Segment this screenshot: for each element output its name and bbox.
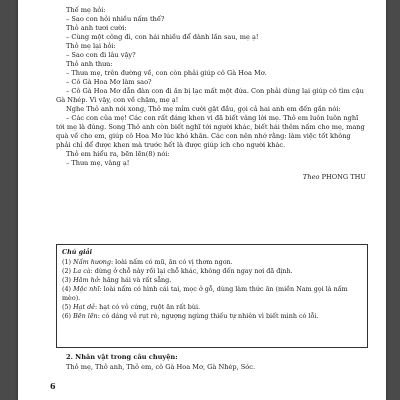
glossary-num: (4): [62, 285, 72, 293]
dialogue-line: – Cô Gà Hoa Mơ làm sao?: [66, 78, 152, 86]
glossary-def: : có dáng vẻ rụt rè, ngượng ngùng thiếu tự nhiên vì biết mình có lỗi.: [97, 312, 319, 320]
paragraph: Thỏ anh thưa:: [66, 60, 113, 68]
glossary-def: : loài nấm có hình cái tai, mọc ở gỗ, dùng làm thức ăn (miền Nam gọi là nấm mèo).: [62, 285, 348, 302]
paragraph: Thế mẹ hỏi:: [66, 6, 106, 14]
dialogue-line: – Thưa mẹ, trên đường về, con còn phải giúp cô Gà Hoa Mơ.: [66, 69, 267, 77]
glossary-term: Mộc nhĩ: [73, 285, 100, 293]
glossary-term: Nấm hương: [73, 258, 111, 266]
author-credit: [56, 173, 366, 182]
glossary-item: [62, 303, 362, 312]
glossary-num: (2): [62, 267, 72, 275]
glossary-num: (3): [62, 276, 72, 284]
glossary-item: [62, 258, 362, 267]
dialogue-line: – Sao con đi lâu vậy?: [66, 51, 136, 59]
glossary-def: : dừng ở chỗ này rồi lại chỗ khác, không đến ngay nơi đã định.: [90, 267, 293, 275]
glossary-title: Chú giải: [62, 248, 93, 256]
section-title: 2. Nhân vật trong câu chuyện:: [66, 353, 178, 361]
dialogue-line: – Cùng một công đi, con hái nhiều để dành lần sau, mẹ ạ!: [66, 33, 259, 41]
characters-section: [66, 352, 366, 372]
page-number: 6: [50, 381, 56, 391]
glossary-num: (1): [62, 258, 72, 266]
credit-author: PHONG THU: [321, 173, 366, 181]
glossary-num: (5): [62, 303, 72, 311]
dialogue-line: – Các con của mẹ! Các con rất đáng khen vì đã biết vâng lời mẹ. Thỏ em luôn luôn nghĩ tới mẹ là đúng. Song Thỏ anh còn biết nghĩ tới người khác, biết hái thêm nấm cho mẹ, mang quà về cho em, giúp cô Hoa Mơ lúc khó khăn. Các con nên nhớ rằng: làm việc tốt không phải chỉ để được khen mà trước hết là được giúp ích cho người khác.: [56, 114, 365, 149]
dialogue-line: – Sao con hỏi nhiều nấm thế?: [66, 15, 165, 23]
paragraph: Nghe Thỏ anh nói xong, Thỏ mẹ mỉm cười gật đầu, gọi cả hai anh em đến gần nói:: [66, 105, 341, 113]
paragraph: Thỏ mẹ lại hỏi:: [66, 42, 116, 50]
glossary-def: : loài nấm có mũ, ăn có vị thơm ngon.: [111, 258, 233, 266]
dialogue-line: – Cô Gà Hoa Mơ dẫn đàn con đi ăn bị lạc mất một đứa. Con phải dùng lại giúp cô tìm cậu Gà Nhép. Vì vậy, con về chậm, mẹ ạ!: [56, 87, 364, 104]
glossary-def: : hăng hái và rất sẵng.: [98, 276, 172, 284]
section-body: Thỏ mẹ, Thỏ anh, Thỏ em, cô Gà Hoa Mơ, Gà Nhép, Sóc.: [66, 363, 256, 371]
glossary-item: [62, 285, 362, 303]
glossary-num: (6): [62, 312, 72, 320]
credit-prefix: Theo: [302, 173, 320, 181]
glossary-item: [62, 267, 362, 276]
glossary-item: [62, 276, 362, 285]
story-text: [56, 6, 366, 182]
glossary-item: [62, 312, 362, 321]
glossary-term: Hạt dẻ: [73, 303, 95, 311]
glossary-box: [56, 244, 368, 348]
glossary-def: : hạt có vỏ cứng, ruột ăn rất bùi.: [94, 303, 201, 311]
glossary-term: Hăm hở: [73, 276, 99, 284]
document-page: [18, 0, 386, 400]
dialogue-line: – Thưa mẹ, vâng ạ!: [66, 159, 130, 167]
paragraph: Thỏ em hiểu ra, bẽn lẽn(8) nói:: [66, 150, 170, 158]
glossary-term: La cà: [73, 267, 91, 275]
glossary-term: Bẽn lẽn: [73, 312, 98, 320]
paragraph: Thỏ anh tươi cười:: [66, 24, 127, 32]
